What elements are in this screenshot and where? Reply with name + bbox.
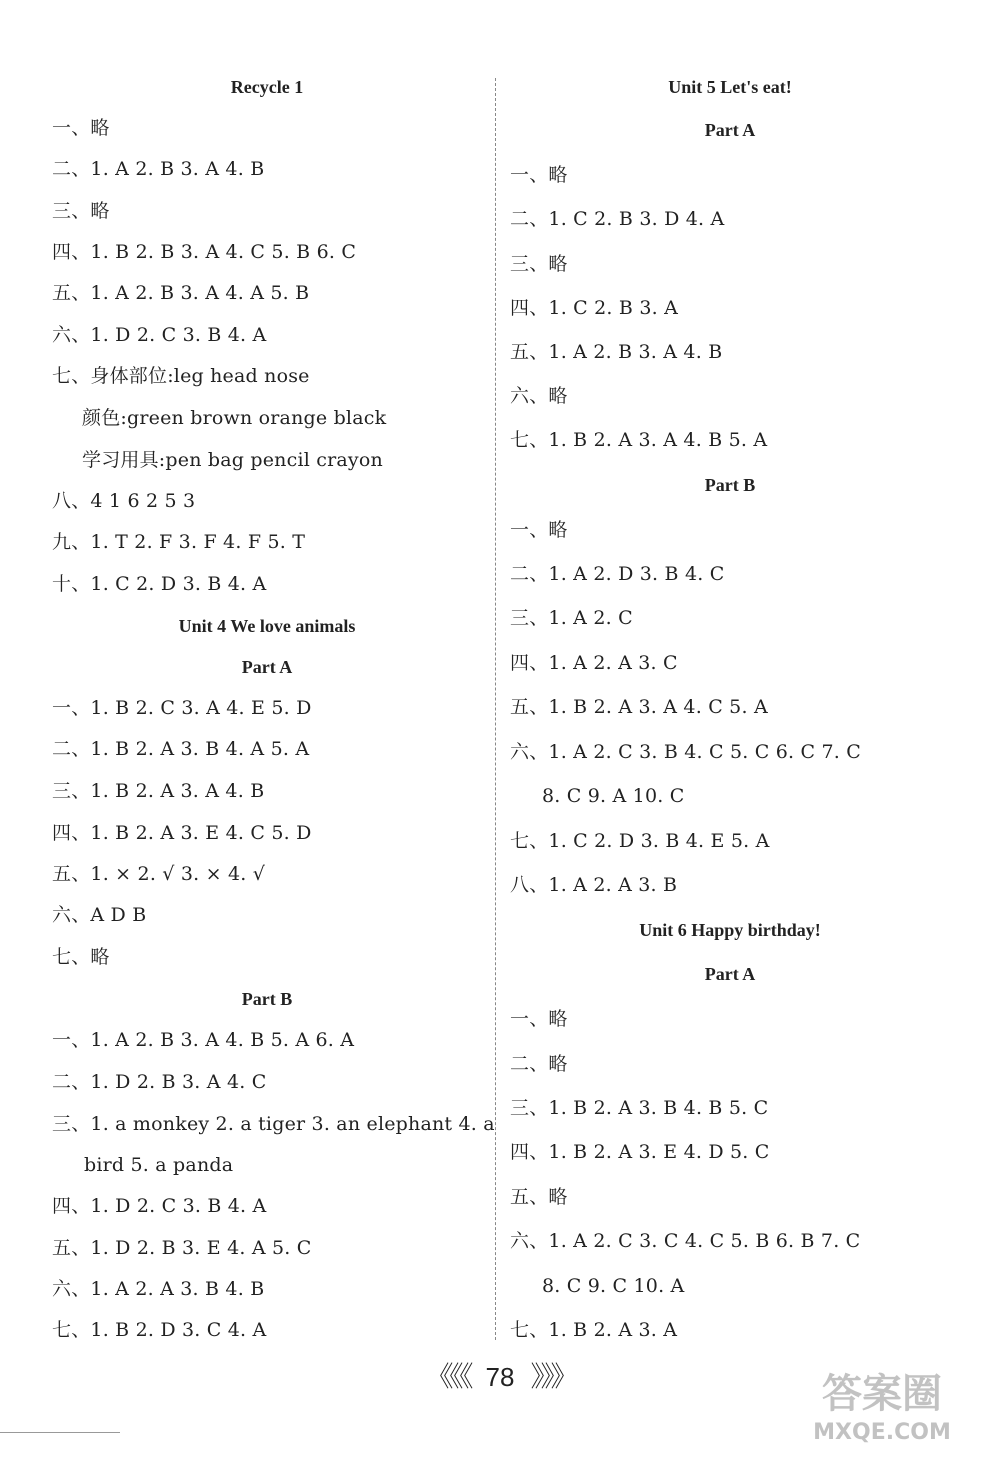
- answer-line: 七、略: [52, 946, 110, 968]
- column-divider: [495, 78, 496, 1340]
- answer-line: 八、4 1 6 2 5 3: [52, 490, 196, 512]
- answer-line: 九、1. T 2. F 3. F 4. F 5. T: [52, 531, 306, 553]
- answer-line: 三、1. A 2. C: [510, 607, 633, 629]
- part-title-unit5-part-a: Part A: [704, 120, 756, 140]
- answer-line: 七、1. B 2. D 3. C 4. A: [52, 1319, 267, 1341]
- answer-line: 学习用具:pen bag pencil crayon: [82, 449, 383, 471]
- answer-line: 八、1. A 2. A 3. B: [510, 874, 678, 896]
- answer-line: 8. C 9. A 10. C: [542, 785, 685, 807]
- answer-line: 六、1. A 2. C 3. C 4. C 5. B 6. B 7. C: [510, 1230, 861, 1252]
- answer-line: 一、略: [510, 1008, 568, 1030]
- answer-line: 五、1. × 2. √ 3. × 4. √: [52, 863, 266, 885]
- answer-line: 三、略: [52, 200, 110, 222]
- section-title-recycle-1: Recycle 1: [230, 77, 304, 97]
- answer-line: 六、1. A 2. A 3. B 4. B: [52, 1278, 265, 1300]
- answer-line: bird 5. a panda: [84, 1154, 234, 1176]
- answer-line: 七、身体部位:leg head nose: [52, 365, 310, 387]
- answer-line: 四、1. B 2. A 3. E 4. D 5. C: [510, 1141, 770, 1163]
- answer-line: 三、1. B 2. A 3. A 4. B: [52, 780, 265, 802]
- answer-line: 颜色:green brown orange black: [82, 407, 387, 429]
- answer-line: 三、略: [510, 253, 568, 275]
- answer-line: 六、略: [510, 385, 568, 407]
- answer-line: 二、1. D 2. B 3. A 4. C: [52, 1071, 267, 1093]
- answer-line: 一、略: [510, 164, 568, 186]
- part-title-unit5-part-b: Part B: [704, 475, 756, 495]
- answer-line: 七、1. B 2. A 3. A 4. B 5. A: [510, 429, 768, 451]
- part-title-unit4-part-a: Part A: [241, 657, 293, 677]
- answer-line: 二、1. C 2. B 3. D 4. A: [510, 208, 725, 230]
- answer-line: 五、1. A 2. B 3. A 4. A 5. B: [52, 282, 310, 304]
- answer-line: 四、1. C 2. B 3. A: [510, 297, 679, 319]
- answer-line: 一、1. B 2. C 3. A 4. E 5. D: [52, 697, 312, 719]
- answer-line: 二、1. A 2. D 3. B 4. C: [510, 563, 725, 585]
- answer-line: 一、略: [52, 117, 110, 139]
- answer-line: 六、A D B: [52, 904, 147, 926]
- answer-line: 三、1. B 2. A 3. B 4. B 5. C: [510, 1097, 769, 1119]
- answer-line: 一、略: [510, 519, 568, 541]
- part-title-unit6-part-a: Part A: [704, 964, 756, 984]
- answer-line: 十、1. C 2. D 3. B 4. A: [52, 573, 267, 595]
- watermark-url: MXQE.COM: [813, 1420, 951, 1445]
- part-title-unit4-part-b: Part B: [241, 989, 293, 1009]
- answer-line: 四、1. A 2. A 3. C: [510, 652, 678, 674]
- page-number: 78: [485, 1362, 515, 1392]
- answer-line: 三、1. a monkey 2. a tiger 3. an elephant 4. a: [52, 1113, 495, 1135]
- answer-line: 四、1. B 2. B 3. A 4. C 5. B 6. C: [52, 241, 357, 263]
- watermark-title: 答案圈: [822, 1371, 942, 1417]
- answer-line: 一、1. A 2. B 3. A 4. B 5. A 6. A: [52, 1029, 355, 1051]
- answer-line: 五、1. B 2. A 3. A 4. C 5. A: [510, 696, 768, 718]
- watermark-logo: [782, 1370, 982, 1455]
- answer-line: 七、1. C 2. D 3. B 4. E 5. A: [510, 830, 770, 852]
- answer-line: 五、1. D 2. B 3. E 4. A 5. C: [52, 1237, 312, 1259]
- footer-rule: [0, 1432, 120, 1433]
- section-title-unit-4: Unit 4 We love animals: [178, 616, 356, 636]
- answer-line: 五、1. A 2. B 3. A 4. B: [510, 341, 723, 363]
- section-title-unit-6: Unit 6 Happy birthday!: [639, 920, 821, 940]
- answer-line: 五、略: [510, 1186, 568, 1208]
- answer-line: 8. C 9. C 10. A: [542, 1275, 685, 1297]
- answer-line: 二、1. B 2. A 3. B 4. A 5. A: [52, 738, 310, 760]
- answer-line: 六、1. D 2. C 3. B 4. A: [52, 324, 267, 346]
- answer-line: 六、1. A 2. C 3. B 4. C 5. C 6. C 7. C: [510, 741, 861, 763]
- answer-line: 四、1. D 2. C 3. B 4. A: [52, 1195, 267, 1217]
- answer-line: 七、1. B 2. A 3. A: [510, 1319, 678, 1341]
- answer-line: 二、1. A 2. B 3. A 4. B: [52, 158, 265, 180]
- answer-line: 四、1. B 2. A 3. E 4. C 5. D: [52, 822, 312, 844]
- section-title-unit-5: Unit 5 Let's eat!: [668, 77, 792, 97]
- right-chevron-decoration: 》》》: [530, 1361, 575, 1392]
- left-chevron-decoration: 《《《: [425, 1361, 470, 1392]
- answer-line: 二、略: [510, 1053, 568, 1075]
